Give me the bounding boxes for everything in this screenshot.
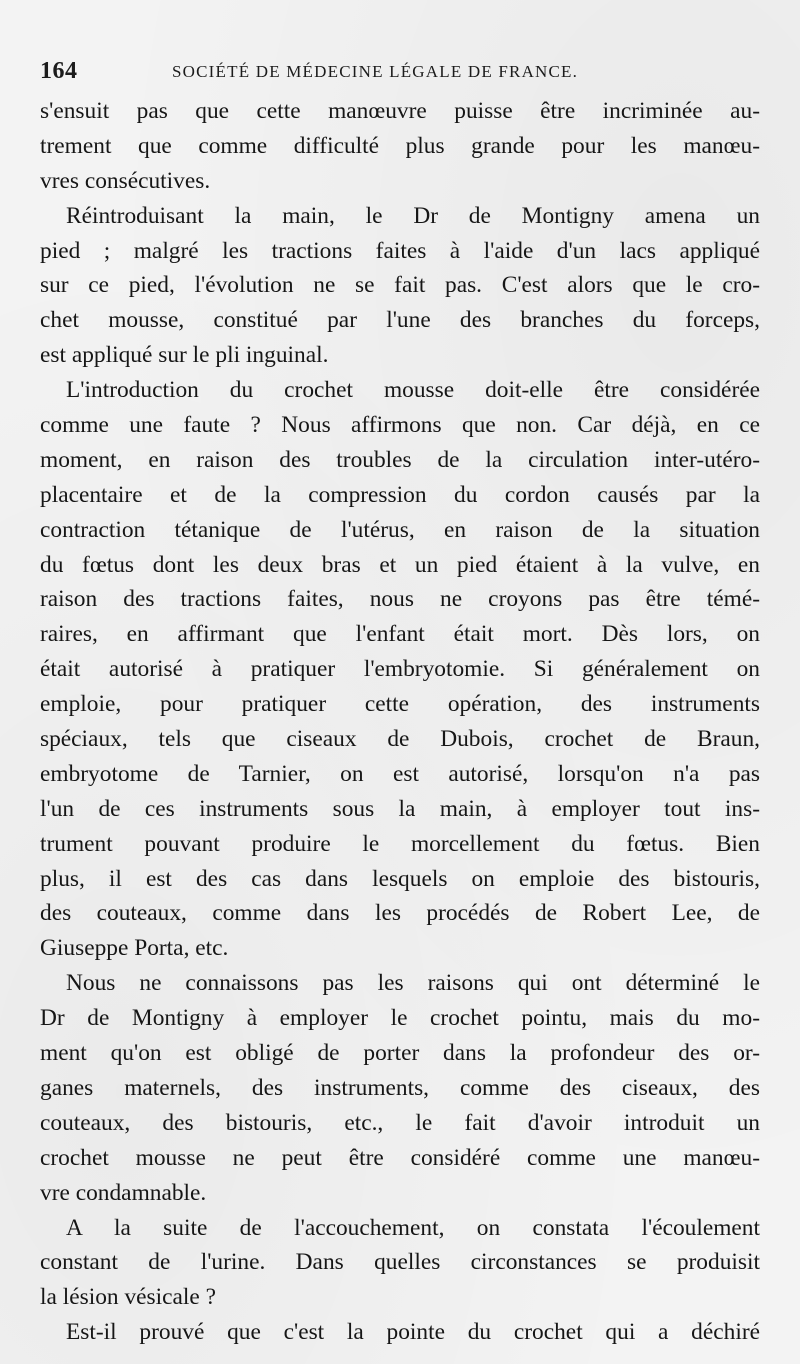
text-line: pied ; malgré les tractions faites à l'aide d'un lacs appliqué xyxy=(40,237,760,264)
text-line: couteaux, des bistouris, etc., le fait d'avoir introduit un xyxy=(40,1109,760,1136)
text-line: L'introduction du crochet mousse doit-elle être considérée xyxy=(66,377,760,404)
text-line: l'un de ces instruments sous la main, à employer tout ins- xyxy=(40,795,760,822)
text-line: constant de l'urine. Dans quelles circonstances se produisit xyxy=(40,1249,760,1276)
running-title: SOCIÉTÉ DE MÉDECINE LÉGALE DE FRANCE. xyxy=(172,62,579,81)
text-line: raires, en affirmant que l'enfant était mort. Dès lors, on xyxy=(40,621,760,648)
text-line: embryotome de Tarnier, on est autorisé, lorsqu'on n'a pas xyxy=(40,760,760,787)
paragraph xyxy=(40,1211,760,1316)
body-text xyxy=(40,94,760,1350)
text-line: emploie, pour pratiquer cette opération, des instruments xyxy=(40,691,760,718)
paragraph xyxy=(40,94,760,199)
paragraph xyxy=(40,373,760,966)
text-line: chet mousse, constitué par l'une des branches du forceps, xyxy=(40,307,760,334)
text-line: trement que comme difficulté plus grande pour les manœu- xyxy=(40,132,760,159)
text-line: comme une faute ? Nous affirmons que non. Car déjà, en ce xyxy=(40,412,760,439)
text-line: Dr de Montigny à employer le crochet pointu, mais du mo- xyxy=(40,1005,760,1032)
text-line: la lésion vésicale ? xyxy=(40,1284,217,1311)
text-line: du fœtus dont les deux bras et un pied étaient à la vulve, en xyxy=(40,551,760,578)
text-line: des couteaux, comme dans les procédés de Robert Lee, de xyxy=(40,900,760,927)
text-line: s'ensuit pas que cette manœuvre puisse être incriminée au- xyxy=(40,98,760,124)
text-line: Nous ne connaissons pas les raisons qui ont déterminé le xyxy=(66,970,760,997)
text-line: Giuseppe Porta, etc. xyxy=(40,935,229,962)
text-line: moment, en raison des troubles de la circulation inter-utéro- xyxy=(40,446,760,473)
paragraph xyxy=(40,966,760,1210)
paragraph xyxy=(40,1315,760,1350)
page-header xyxy=(40,58,760,90)
text-line: sur ce pied, l'évolution ne se fait pas. C'est alors que le cro- xyxy=(40,272,760,299)
text-line: était autorisé à pratiquer l'embryotomie. Si généralement on xyxy=(40,656,760,683)
text-line: plus, il est des cas dans lesquels on emploie des bistouris, xyxy=(40,865,760,892)
text-line: vres consécutives. xyxy=(40,167,211,194)
text-line: ganes maternels, des instruments, comme des ciseaux, des xyxy=(40,1074,760,1101)
text-line: Réintroduisant la main, le Dr de Montigny amena un xyxy=(66,202,760,229)
page-number: 164 xyxy=(40,58,78,84)
paragraph xyxy=(40,199,760,373)
text-line: Est-il prouvé que c'est la pointe du crochet qui a déchiré xyxy=(66,1319,760,1346)
text-line: spéciaux, tels que ciseaux de Dubois, crochet de Braun, xyxy=(40,726,760,753)
text-line: vre condamnable. xyxy=(40,1179,207,1206)
text-line: A la suite de l'accouchement, on constata l'écoulement xyxy=(66,1214,760,1241)
text-line: raison des tractions faites, nous ne croyons pas être témé- xyxy=(40,586,760,613)
text-line: ment qu'on est obligé de porter dans la profondeur des or- xyxy=(40,1040,760,1067)
text-line: est appliqué sur le pli inguinal. xyxy=(40,342,329,369)
text-line: contraction tétanique de l'utérus, en raison de la situation xyxy=(40,516,760,543)
text-line: crochet mousse ne peut être considéré comme une manœu- xyxy=(40,1144,760,1171)
text-line: trument pouvant produire le morcellement du fœtus. Bien xyxy=(40,830,760,857)
text-line: placentaire et de la compression du cordon causés par la xyxy=(40,481,760,508)
